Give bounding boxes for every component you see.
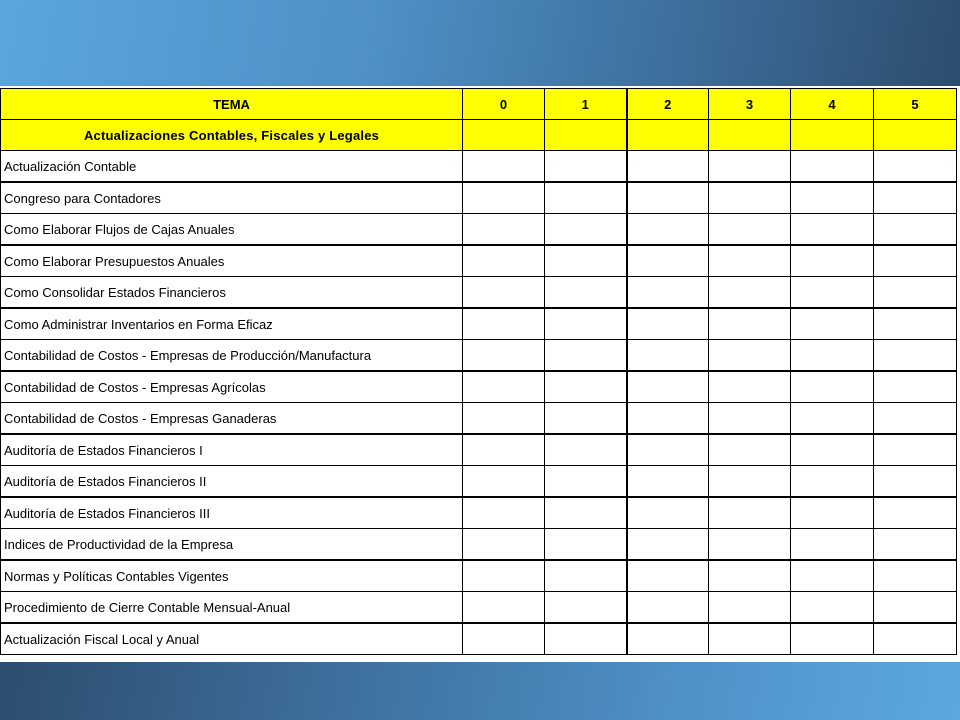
rating-cell-3[interactable]: [709, 403, 791, 435]
rating-cell-5[interactable]: [874, 214, 957, 246]
rating-cell-5[interactable]: [874, 592, 957, 624]
rating-cell-0[interactable]: [463, 151, 545, 183]
topic-label: Auditoría de Estados Financieros II: [1, 466, 463, 498]
rating-cell-2[interactable]: [627, 403, 709, 435]
topic-row: [1, 182, 957, 214]
rating-cell-3[interactable]: [709, 560, 791, 592]
rating-cell-1[interactable]: [545, 371, 627, 403]
rating-cell-4[interactable]: [791, 466, 874, 498]
rating-cell-3[interactable]: [709, 434, 791, 466]
header-score-3: 3: [709, 89, 791, 120]
rating-cell-4[interactable]: [791, 182, 874, 214]
section-header-row: [1, 120, 957, 151]
topic-row: [1, 403, 957, 435]
rating-cell-2[interactable]: [627, 277, 709, 309]
rating-cell-2[interactable]: [627, 214, 709, 246]
section-cell-0[interactable]: [463, 120, 545, 151]
topics-rating-table: [0, 88, 957, 655]
rating-cell-1[interactable]: [545, 277, 627, 309]
topic-label: Indices de Productividad de la Empresa: [1, 529, 463, 561]
rating-cell-2[interactable]: [627, 308, 709, 340]
topic-label: Procedimiento de Cierre Contable Mensual-Anual: [1, 592, 463, 624]
rating-cell-4[interactable]: [791, 371, 874, 403]
rating-cell-5[interactable]: [874, 560, 957, 592]
topic-label: Auditoría de Estados Financieros I: [1, 434, 463, 466]
rating-cell-1[interactable]: [545, 529, 627, 561]
rating-cell-5[interactable]: [874, 623, 957, 655]
topic-row: [1, 560, 957, 592]
topic-row: [1, 245, 957, 277]
rating-cell-4[interactable]: [791, 560, 874, 592]
rating-cell-3[interactable]: [709, 340, 791, 372]
topic-row: [1, 529, 957, 561]
rating-cell-5[interactable]: [874, 245, 957, 277]
section-cell-3[interactable]: [709, 120, 791, 151]
rating-cell-4[interactable]: [791, 497, 874, 529]
rating-cell-4[interactable]: [791, 277, 874, 309]
rating-cell-0[interactable]: [463, 497, 545, 529]
section-cell-1[interactable]: [545, 120, 627, 151]
rating-cell-0[interactable]: [463, 529, 545, 561]
topic-row: [1, 623, 957, 655]
section-cell-4[interactable]: [791, 120, 874, 151]
rating-cell-1[interactable]: [545, 340, 627, 372]
rating-cell-2[interactable]: [627, 497, 709, 529]
rating-cell-0[interactable]: [463, 245, 545, 277]
topic-row: [1, 497, 957, 529]
rating-cell-4[interactable]: [791, 151, 874, 183]
rating-cell-1[interactable]: [545, 560, 627, 592]
rating-cell-0[interactable]: [463, 434, 545, 466]
topic-label: Congreso para Contadores: [1, 182, 463, 214]
rating-cell-2[interactable]: [627, 151, 709, 183]
rating-cell-2[interactable]: [627, 245, 709, 277]
rating-cell-1[interactable]: [545, 623, 627, 655]
rating-cell-3[interactable]: [709, 623, 791, 655]
rating-cell-2[interactable]: [627, 371, 709, 403]
rating-cell-5[interactable]: [874, 466, 957, 498]
rating-cell-3[interactable]: [709, 182, 791, 214]
header-score-5: 5: [874, 89, 957, 120]
rating-cell-0[interactable]: [463, 214, 545, 246]
rating-cell-1[interactable]: [545, 182, 627, 214]
topic-label: Contabilidad de Costos - Empresas de Producción/Manufactura: [1, 340, 463, 372]
rating-cell-5[interactable]: [874, 182, 957, 214]
rating-cell-5[interactable]: [874, 529, 957, 561]
rating-cell-1[interactable]: [545, 245, 627, 277]
spreadsheet-area: [0, 86, 960, 662]
rating-cell-0[interactable]: [463, 340, 545, 372]
rating-cell-4[interactable]: [791, 214, 874, 246]
topic-row: [1, 340, 957, 372]
rating-cell-4[interactable]: [791, 592, 874, 624]
header-score-2: 2: [627, 89, 709, 120]
topic-label: Como Consolidar Estados Financieros: [1, 277, 463, 309]
rating-cell-2[interactable]: [627, 340, 709, 372]
rating-cell-0[interactable]: [463, 182, 545, 214]
rating-cell-2[interactable]: [627, 623, 709, 655]
header-row: [1, 89, 957, 120]
rating-cell-3[interactable]: [709, 497, 791, 529]
rating-cell-1[interactable]: [545, 308, 627, 340]
rating-cell-1[interactable]: [545, 466, 627, 498]
rating-cell-5[interactable]: [874, 403, 957, 435]
rating-cell-1[interactable]: [545, 151, 627, 183]
rating-cell-5[interactable]: [874, 277, 957, 309]
rating-cell-5[interactable]: [874, 308, 957, 340]
rating-cell-0[interactable]: [463, 371, 545, 403]
header-score-1: 1: [545, 89, 627, 120]
rating-cell-5[interactable]: [874, 434, 957, 466]
rating-cell-4[interactable]: [791, 434, 874, 466]
rating-cell-0[interactable]: [463, 403, 545, 435]
topic-row: [1, 277, 957, 309]
topic-row: [1, 151, 957, 183]
section-cell-2[interactable]: [627, 120, 709, 151]
rating-cell-0[interactable]: [463, 623, 545, 655]
rating-cell-4[interactable]: [791, 340, 874, 372]
rating-cell-4[interactable]: [791, 623, 874, 655]
rating-cell-1[interactable]: [545, 403, 627, 435]
section-cell-5[interactable]: [874, 120, 957, 151]
rating-cell-5[interactable]: [874, 340, 957, 372]
rating-cell-4[interactable]: [791, 308, 874, 340]
background-bottom-band: [0, 662, 960, 720]
topic-row: [1, 214, 957, 246]
header-score-0: 0: [463, 89, 545, 120]
rating-cell-3[interactable]: [709, 371, 791, 403]
topic-row: [1, 371, 957, 403]
rating-cell-3[interactable]: [709, 308, 791, 340]
rating-cell-3[interactable]: [709, 151, 791, 183]
rating-cell-0[interactable]: [463, 277, 545, 309]
topic-label: Auditoría de Estados Financieros III: [1, 497, 463, 529]
rating-cell-2[interactable]: [627, 560, 709, 592]
topic-label: Actualización Contable: [1, 151, 463, 183]
rating-cell-3[interactable]: [709, 245, 791, 277]
rating-cell-2[interactable]: [627, 466, 709, 498]
rating-cell-1[interactable]: [545, 497, 627, 529]
topic-label: Como Elaborar Presupuestos Anuales: [1, 245, 463, 277]
rating-cell-0[interactable]: [463, 308, 545, 340]
topic-row: [1, 434, 957, 466]
topic-row: [1, 592, 957, 624]
background-top-band: [0, 0, 960, 86]
header-tema: TEMA: [1, 89, 463, 120]
rating-cell-1[interactable]: [545, 592, 627, 624]
rating-cell-3[interactable]: [709, 592, 791, 624]
topic-row: [1, 466, 957, 498]
rating-cell-3[interactable]: [709, 277, 791, 309]
rating-cell-0[interactable]: [463, 592, 545, 624]
topic-label: Contabilidad de Costos - Empresas Ganaderas: [1, 403, 463, 435]
topic-row: [1, 308, 957, 340]
rating-cell-1[interactable]: [545, 214, 627, 246]
rating-cell-2[interactable]: [627, 434, 709, 466]
rating-cell-0[interactable]: [463, 560, 545, 592]
topic-label: Como Administrar Inventarios en Forma Eficaz: [1, 308, 463, 340]
header-score-4: 4: [791, 89, 874, 120]
rating-cell-3[interactable]: [709, 214, 791, 246]
rating-cell-2[interactable]: [627, 529, 709, 561]
rating-cell-5[interactable]: [874, 497, 957, 529]
rating-cell-3[interactable]: [709, 529, 791, 561]
rating-cell-4[interactable]: [791, 403, 874, 435]
rating-cell-2[interactable]: [627, 182, 709, 214]
topic-label: Actualización Fiscal Local y Anual: [1, 623, 463, 655]
rating-cell-1[interactable]: [545, 434, 627, 466]
topic-label: Contabilidad de Costos - Empresas Agrícolas: [1, 371, 463, 403]
rating-cell-3[interactable]: [709, 466, 791, 498]
topic-label: Como Elaborar Flujos de Cajas Anuales: [1, 214, 463, 246]
rating-cell-5[interactable]: [874, 371, 957, 403]
rating-cell-5[interactable]: [874, 151, 957, 183]
section-title: Actualizaciones Contables, Fiscales y Legales: [1, 120, 463, 151]
topic-label: Normas y Políticas Contables Vigentes: [1, 560, 463, 592]
rating-cell-0[interactable]: [463, 466, 545, 498]
rating-cell-4[interactable]: [791, 245, 874, 277]
rating-cell-2[interactable]: [627, 592, 709, 624]
rating-cell-4[interactable]: [791, 529, 874, 561]
